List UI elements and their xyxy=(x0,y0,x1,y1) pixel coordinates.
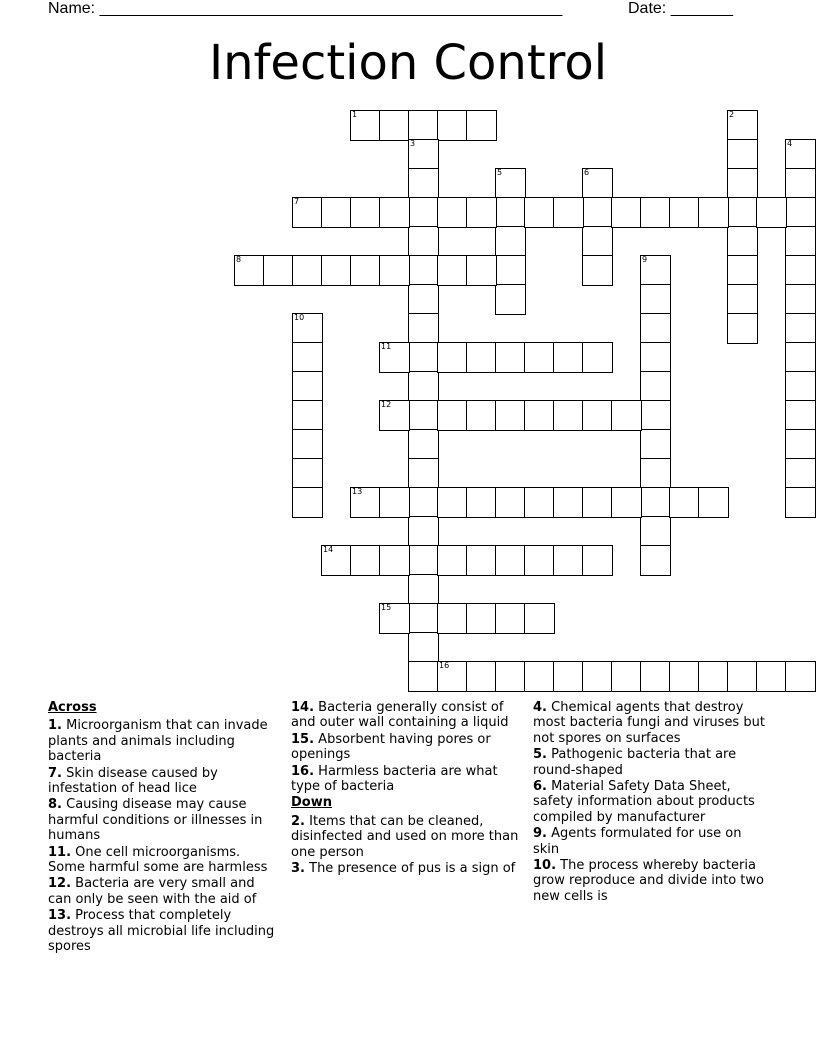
grid-cell[interactable] xyxy=(292,487,323,518)
grid-cell[interactable] xyxy=(437,197,468,228)
grid-cell[interactable] xyxy=(785,429,816,460)
grid-cell[interactable] xyxy=(495,168,526,199)
grid-cell[interactable] xyxy=(379,110,410,141)
clue-text: Harmless bacteria are what type of bacteria xyxy=(291,763,498,795)
cell-number: 15 xyxy=(381,603,392,612)
grid-cell[interactable] xyxy=(495,226,526,257)
grid-cell[interactable] xyxy=(727,313,758,344)
grid-cell[interactable] xyxy=(553,342,584,373)
grid-cell[interactable] xyxy=(785,226,816,257)
grid-cell[interactable] xyxy=(408,400,439,431)
grid-cell[interactable] xyxy=(408,342,439,373)
grid-cell[interactable] xyxy=(582,487,613,518)
grid-cell[interactable] xyxy=(582,226,613,257)
across-heading: Across xyxy=(48,700,97,715)
grid-cell[interactable] xyxy=(437,342,468,373)
grid-cell[interactable] xyxy=(437,110,468,141)
clue-text: Items that can be cleaned, disinfected and used on more than one person xyxy=(291,813,519,860)
grid-cell[interactable] xyxy=(727,139,758,170)
clue-number: 2. xyxy=(291,813,305,829)
grid-cell[interactable] xyxy=(611,197,642,228)
grid-cell[interactable] xyxy=(408,255,439,286)
grid-cell[interactable] xyxy=(640,197,671,228)
grid-cell[interactable] xyxy=(408,139,439,170)
clue-number: 1. xyxy=(48,718,62,734)
clue-column-3 xyxy=(533,700,765,905)
cell-number: 5 xyxy=(497,168,503,177)
cell-number: 2 xyxy=(729,110,735,119)
grid-cell[interactable] xyxy=(466,545,497,576)
clue-number: 6. xyxy=(533,779,547,795)
grid-cell[interactable] xyxy=(408,487,439,518)
grid-cell[interactable] xyxy=(408,632,439,663)
grid-cell[interactable] xyxy=(263,255,294,286)
grid-cell[interactable] xyxy=(640,371,671,402)
across-clue-7 xyxy=(48,766,280,797)
grid-cell[interactable] xyxy=(350,545,381,576)
grid-cell[interactable] xyxy=(292,371,323,402)
grid-cell[interactable] xyxy=(640,545,671,576)
grid-cell[interactable] xyxy=(408,574,439,605)
cell-number: 11 xyxy=(381,342,392,351)
puzzle-title: Infection Control xyxy=(208,35,608,91)
grid-cell[interactable] xyxy=(321,545,352,576)
grid-cell[interactable] xyxy=(785,342,816,373)
grid-cell[interactable] xyxy=(727,284,758,315)
grid-cell[interactable] xyxy=(611,661,642,692)
clue-number: 3. xyxy=(291,861,305,877)
grid-cell[interactable] xyxy=(785,400,816,431)
grid-cell[interactable] xyxy=(698,661,729,692)
clue-text: Absorbent having pores or openings xyxy=(291,731,491,763)
grid-cell[interactable] xyxy=(640,661,671,692)
clue-number: 8. xyxy=(48,797,62,813)
grid-cell[interactable] xyxy=(408,661,439,692)
grid-cell[interactable] xyxy=(350,255,381,286)
grid-cell[interactable] xyxy=(553,400,584,431)
clue-number: 5. xyxy=(533,747,547,763)
grid-cell[interactable] xyxy=(698,197,729,228)
down-clue-3 xyxy=(291,861,523,876)
grid-cell[interactable] xyxy=(524,545,555,576)
down-clue-5 xyxy=(533,747,765,778)
cell-number: 12 xyxy=(381,400,392,409)
grid-cell[interactable] xyxy=(611,400,642,431)
grid-cell[interactable] xyxy=(292,342,323,373)
grid-cell[interactable] xyxy=(524,342,555,373)
grid-cell[interactable] xyxy=(756,197,787,228)
grid-cell[interactable] xyxy=(466,110,497,141)
clue-number: 4. xyxy=(533,700,547,715)
clue-number: 9. xyxy=(533,826,547,842)
grid-cell[interactable] xyxy=(379,255,410,286)
grid-cell[interactable] xyxy=(495,487,526,518)
grid-cell[interactable] xyxy=(408,516,439,547)
grid-cell[interactable] xyxy=(582,342,613,373)
grid-cell[interactable] xyxy=(466,342,497,373)
clue-text: One cell microorganisms. Some harmful some are harmless xyxy=(48,844,268,876)
grid-cell[interactable] xyxy=(379,197,410,228)
grid-cell[interactable] xyxy=(379,545,410,576)
grid-cell[interactable] xyxy=(785,371,816,402)
grid-cell[interactable] xyxy=(785,313,816,344)
across-clue-13 xyxy=(48,908,280,954)
grid-cell[interactable] xyxy=(640,400,671,431)
grid-cell[interactable] xyxy=(437,255,468,286)
grid-cell[interactable] xyxy=(582,545,613,576)
grid-cell[interactable] xyxy=(495,255,526,286)
grid-cell[interactable] xyxy=(321,255,352,286)
grid-cell[interactable] xyxy=(524,197,555,228)
clue-number: 16. xyxy=(291,763,315,779)
grid-cell[interactable] xyxy=(640,284,671,315)
grid-cell[interactable] xyxy=(379,342,410,373)
grid-cell[interactable] xyxy=(495,661,526,692)
grid-cell[interactable] xyxy=(727,255,758,286)
grid-cell[interactable] xyxy=(379,603,410,634)
grid-cell[interactable] xyxy=(350,110,381,141)
grid-cell[interactable] xyxy=(785,139,816,170)
grid-cell[interactable] xyxy=(785,197,816,228)
clue-number: 10. xyxy=(533,858,557,874)
grid-cell[interactable] xyxy=(408,284,439,315)
grid-cell[interactable] xyxy=(785,458,816,489)
grid-cell[interactable] xyxy=(466,487,497,518)
grid-cell[interactable] xyxy=(727,661,758,692)
grid-cell[interactable] xyxy=(640,255,671,286)
grid-cell[interactable] xyxy=(350,487,381,518)
grid-cell[interactable] xyxy=(408,313,439,344)
grid-cell[interactable] xyxy=(408,371,439,402)
grid-cell[interactable] xyxy=(466,400,497,431)
grid-cell[interactable] xyxy=(582,168,613,199)
grid-cell[interactable] xyxy=(611,487,642,518)
grid-cell[interactable] xyxy=(553,487,584,518)
grid-cell[interactable] xyxy=(669,197,700,228)
grid-cell[interactable] xyxy=(408,226,439,257)
cell-number: 13 xyxy=(352,487,363,496)
across-clue-1 xyxy=(48,718,280,764)
clue-number: 15. xyxy=(291,731,315,747)
grid-cell[interactable] xyxy=(727,197,758,228)
grid-cell[interactable] xyxy=(640,487,671,518)
grid-cell[interactable] xyxy=(292,313,323,344)
cell-number: 1 xyxy=(352,110,358,119)
clue-text: Chemical agents that destroy most bacteria fungi and viruses but not spores on surfaces xyxy=(533,700,765,746)
grid-cell[interactable] xyxy=(408,545,439,576)
across-clue-16 xyxy=(291,764,523,795)
grid-cell[interactable] xyxy=(350,197,381,228)
grid-cell[interactable] xyxy=(582,661,613,692)
clue-number: 12. xyxy=(48,876,72,892)
clue-text: The presence of pus is a sign of xyxy=(309,861,516,877)
grid-cell[interactable] xyxy=(640,516,671,547)
grid-cell[interactable] xyxy=(582,197,613,228)
grid-cell[interactable] xyxy=(437,545,468,576)
grid-cell[interactable] xyxy=(669,661,700,692)
grid-cell[interactable] xyxy=(785,661,816,692)
cell-number: 3 xyxy=(410,139,416,148)
grid-cell[interactable] xyxy=(408,168,439,199)
clue-number: 11. xyxy=(48,844,72,860)
clue-text: Bacteria are very small and can only be seen with the aid of xyxy=(48,876,257,907)
grid-cell[interactable] xyxy=(379,400,410,431)
clue-text: Microorganism that can invade plants and animals including bacteria xyxy=(48,718,268,765)
grid-cell[interactable] xyxy=(640,342,671,373)
clue-number: 14. xyxy=(291,700,315,715)
across-clue-15 xyxy=(291,732,523,763)
grid-cell[interactable] xyxy=(727,110,758,141)
grid-cell[interactable] xyxy=(437,487,468,518)
grid-cell[interactable] xyxy=(437,661,468,692)
clue-text: Causing disease may cause harmful conditions or illnesses in humans xyxy=(48,797,263,844)
cell-number: 8 xyxy=(236,255,242,264)
clue-number: 13. xyxy=(48,908,72,924)
grid-cell[interactable] xyxy=(582,400,613,431)
grid-cell[interactable] xyxy=(495,342,526,373)
cell-number: 7 xyxy=(294,197,300,206)
grid-cell[interactable] xyxy=(785,255,816,286)
grid-cell[interactable] xyxy=(640,429,671,460)
grid-cell[interactable] xyxy=(640,313,671,344)
down-clue-2 xyxy=(291,814,523,860)
grid-cell[interactable] xyxy=(640,458,671,489)
grid-cell[interactable] xyxy=(466,197,497,228)
grid-cell[interactable] xyxy=(785,487,816,518)
grid-cell[interactable] xyxy=(292,458,323,489)
cell-number: 9 xyxy=(642,255,648,264)
grid-cell[interactable] xyxy=(698,487,729,518)
clue-column-2 xyxy=(291,700,523,877)
cell-number: 14 xyxy=(323,545,334,554)
grid-cell[interactable] xyxy=(495,400,526,431)
clue-text: Material Safety Data Sheet, safety information about products compiled by manufacturer xyxy=(533,779,755,825)
across-clue-14 xyxy=(291,700,523,731)
grid-cell[interactable] xyxy=(524,661,555,692)
grid-cell[interactable] xyxy=(495,545,526,576)
grid-cell[interactable] xyxy=(553,661,584,692)
clue-text: Agents formulated for use on skin xyxy=(533,826,742,857)
down-clue-9 xyxy=(533,826,765,857)
down-heading: Down xyxy=(291,795,332,811)
grid-cell[interactable] xyxy=(524,487,555,518)
grid-cell[interactable] xyxy=(292,197,323,228)
clue-text: Skin disease caused by infestation of head lice xyxy=(48,765,218,797)
grid-cell[interactable] xyxy=(466,661,497,692)
grid-cell[interactable] xyxy=(553,545,584,576)
grid-cell[interactable] xyxy=(408,197,439,228)
grid-cell[interactable] xyxy=(292,429,323,460)
clue-text: Pathogenic bacteria that are round-shaped xyxy=(533,747,737,778)
cell-number: 6 xyxy=(584,168,590,177)
grid-cell[interactable] xyxy=(408,429,439,460)
grid-cell[interactable] xyxy=(379,487,410,518)
grid-cell[interactable] xyxy=(292,400,323,431)
grid-cell[interactable] xyxy=(408,110,439,141)
grid-cell[interactable] xyxy=(553,197,584,228)
cell-number: 10 xyxy=(294,313,305,322)
cell-number: 16 xyxy=(439,661,450,670)
grid-cell[interactable] xyxy=(495,603,526,634)
down-clue-6 xyxy=(533,779,765,825)
clue-text: The process whereby bacteria grow reproduce and divide into two new cells is xyxy=(533,858,764,904)
grid-cell[interactable] xyxy=(292,255,323,286)
grid-cell[interactable] xyxy=(669,487,700,518)
grid-cell[interactable] xyxy=(582,255,613,286)
grid-cell[interactable] xyxy=(727,168,758,199)
cell-number: 4 xyxy=(787,139,793,148)
grid-cell[interactable] xyxy=(437,400,468,431)
down-clue-10 xyxy=(533,858,765,904)
clue-text: Process that completely destroys all microbial life including spores xyxy=(48,908,275,955)
grid-cell[interactable] xyxy=(466,255,497,286)
grid-cell[interactable] xyxy=(437,603,468,634)
across-clue-11 xyxy=(48,845,280,876)
grid-cell[interactable] xyxy=(495,197,526,228)
grid-cell[interactable] xyxy=(785,284,816,315)
grid-cell[interactable] xyxy=(234,255,265,286)
clue-number: 7. xyxy=(48,765,62,781)
grid-cell[interactable] xyxy=(756,661,787,692)
grid-cell[interactable] xyxy=(466,603,497,634)
clue-text: Bacteria generally consist of and outer wall containing a liquid xyxy=(291,700,509,731)
clue-column-1 xyxy=(48,700,280,956)
grid-cell[interactable] xyxy=(408,603,439,634)
date-field-label[interactable]: Date: _______ xyxy=(628,0,733,17)
down-clue-4 xyxy=(533,700,765,746)
grid-cell[interactable] xyxy=(785,168,816,199)
name-field-label[interactable]: Name: ____________________________________________________ xyxy=(48,0,563,17)
grid-cell[interactable] xyxy=(524,603,555,634)
grid-cell[interactable] xyxy=(321,197,352,228)
grid-cell[interactable] xyxy=(408,458,439,489)
grid-cell[interactable] xyxy=(524,400,555,431)
across-clue-12 xyxy=(48,876,280,907)
across-clue-8 xyxy=(48,797,280,843)
grid-cell[interactable] xyxy=(727,226,758,257)
grid-cell[interactable] xyxy=(495,284,526,315)
